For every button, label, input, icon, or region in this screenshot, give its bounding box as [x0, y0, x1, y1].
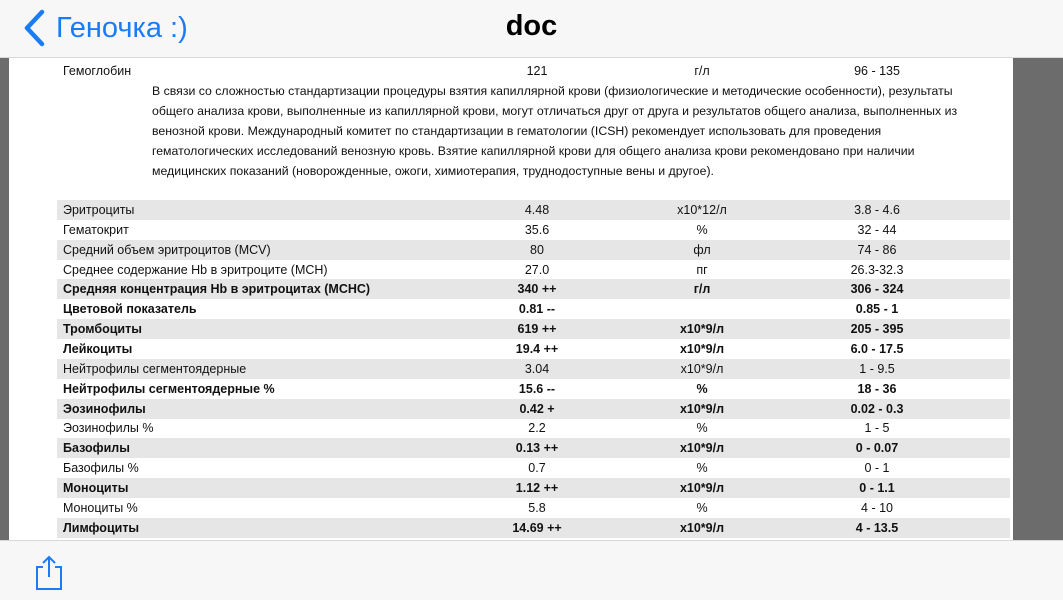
test-unit: % — [696, 421, 708, 436]
table-row — [57, 240, 1010, 260]
test-value: 340 ++ — [517, 282, 557, 297]
table-row — [57, 498, 1010, 518]
table-row — [57, 399, 1010, 419]
test-value: 14.69 ++ — [512, 520, 562, 535]
test-unit: x10*9/л — [679, 322, 725, 337]
capillary-blood-note: В связи со сложностью стандартизации процедуры взятия капиллярной крови (физиологические и методические особенности), результаты общего анализа крови, выполненные из капиллярной крови, могут отличаться друг от друга и результатов общего анализа, выполненных из венозной крови. Международный комитет по стандартизации в гематологии (ICSH) рекомендует использовать для проведения гематологических исследований венозную кровь. Взятие капиллярной крови для общего анализа крови рекомендовано при наличии медицинских показаний (новорожденные, ожоги, химиотерапия, труднодоступные вены и другое). — [152, 84, 958, 178]
test-value: 27.0 — [524, 262, 550, 277]
test-name: Эозинофилы — [63, 401, 146, 416]
test-value: 0.42 + — [519, 401, 555, 416]
test-value: 0.13 ++ — [515, 441, 559, 456]
test-unit: x10*9/л — [679, 520, 725, 535]
test-reference: 32 - 44 — [857, 222, 897, 237]
share-icon — [33, 555, 65, 591]
test-name: Средний объем эритроцитов (MCV) — [63, 242, 271, 257]
table-row — [57, 319, 1010, 339]
test-name: Нейтрофилы сегментоядерные % — [63, 381, 275, 396]
test-reference: 4 - 13.5 — [855, 520, 899, 535]
test-name: Гематокрит — [63, 222, 129, 237]
test-reference: 74 - 86 — [857, 242, 897, 257]
test-unit: % — [696, 461, 708, 476]
table-row — [57, 339, 1010, 359]
page-title: doc — [505, 10, 558, 42]
table-row — [57, 379, 1010, 399]
test-unit: % — [696, 500, 708, 515]
share-button[interactable] — [33, 555, 65, 591]
test-reference: 0.85 - 1 — [855, 302, 899, 317]
test-reference: 1 - 9.5 — [859, 361, 895, 376]
test-value: 619 ++ — [517, 322, 557, 337]
table-row — [57, 518, 1010, 538]
document-viewer[interactable] — [0, 58, 1063, 540]
test-name: Нейтрофилы сегментоядерные — [63, 361, 247, 376]
test-reference: 6.0 - 17.5 — [850, 341, 904, 356]
test-unit: x10*9/л — [679, 480, 725, 495]
table-row — [57, 299, 1010, 319]
test-reference: 1 - 5 — [864, 421, 890, 436]
table-row — [57, 438, 1010, 458]
bottom-toolbar — [0, 540, 1063, 600]
test-value: 80 — [530, 242, 544, 257]
test-name: Цветовой показатель — [63, 302, 197, 317]
test-name: Эритроциты — [63, 203, 135, 217]
document-page — [9, 58, 1013, 540]
navigation-bar — [0, 0, 1063, 58]
test-name: Лимфоциты — [63, 520, 140, 535]
test-value: 121 — [526, 64, 548, 78]
test-reference: 205 - 395 — [850, 322, 904, 337]
test-value: 35.6 — [524, 222, 550, 237]
test-value: 19.4 ++ — [515, 341, 559, 356]
table-row — [57, 61, 1010, 81]
test-reference: 0 - 1.1 — [859, 480, 895, 495]
test-reference: 306 - 324 — [850, 282, 904, 297]
test-name: Гемоглобин — [63, 64, 132, 78]
test-name: Базофилы — [63, 441, 130, 456]
test-name: Среднее содержание Hb в эритроците (MCH) — [63, 262, 328, 277]
test-reference: 0.02 - 0.3 — [850, 401, 904, 416]
test-unit: x10*9/л — [679, 441, 725, 456]
test-unit: г/л — [693, 282, 711, 297]
test-unit: % — [696, 222, 708, 237]
test-value: 5.8 — [528, 500, 546, 515]
test-reference: 0 - 1 — [864, 461, 890, 476]
test-value: 0.7 — [528, 461, 546, 476]
test-name: Тромбоциты — [63, 322, 142, 337]
test-reference: 96 - 135 — [854, 64, 900, 78]
table-row — [57, 359, 1010, 379]
table-row — [57, 418, 1010, 438]
test-name: Средняя концентрация Hb в эритроцитах (MCHC) — [63, 282, 371, 297]
table-row — [57, 220, 1010, 240]
test-unit: г/л — [694, 64, 710, 78]
back-button-label: Геночка :) — [56, 11, 188, 44]
test-unit: x10*9/л — [679, 341, 725, 356]
test-reference: 0 - 0.07 — [855, 441, 899, 456]
test-value: 2.2 — [528, 421, 546, 436]
test-value: 3.04 — [524, 361, 550, 376]
test-value: 15.6 -- — [518, 381, 556, 396]
test-reference: 4 - 10 — [861, 500, 893, 515]
test-name: Моноциты % — [63, 500, 138, 515]
test-reference: 18 - 36 — [857, 381, 897, 396]
test-unit: x10*9/л — [680, 361, 724, 376]
table-row — [57, 260, 1010, 280]
test-unit: x10*12/л — [677, 203, 727, 217]
test-value: 4.48 — [524, 203, 550, 217]
table-row — [57, 478, 1010, 498]
table-row — [57, 279, 1010, 299]
test-unit: пг — [696, 262, 708, 277]
test-unit: x10*9/л — [679, 401, 725, 416]
test-name: Эозинофилы % — [63, 421, 154, 436]
test-unit: % — [696, 381, 708, 396]
test-reference: 26.3-32.3 — [850, 262, 904, 277]
table-row — [57, 200, 1010, 220]
test-reference: 3.8 - 4.6 — [854, 203, 900, 217]
table-row — [57, 458, 1010, 478]
test-name: Моноциты — [63, 480, 129, 495]
test-name: Базофилы % — [63, 461, 139, 476]
test-value: 1.12 ++ — [515, 480, 559, 495]
test-value: 0.81 -- — [518, 302, 556, 317]
test-unit: фл — [693, 242, 711, 257]
test-name: Лейкоциты — [63, 341, 133, 356]
